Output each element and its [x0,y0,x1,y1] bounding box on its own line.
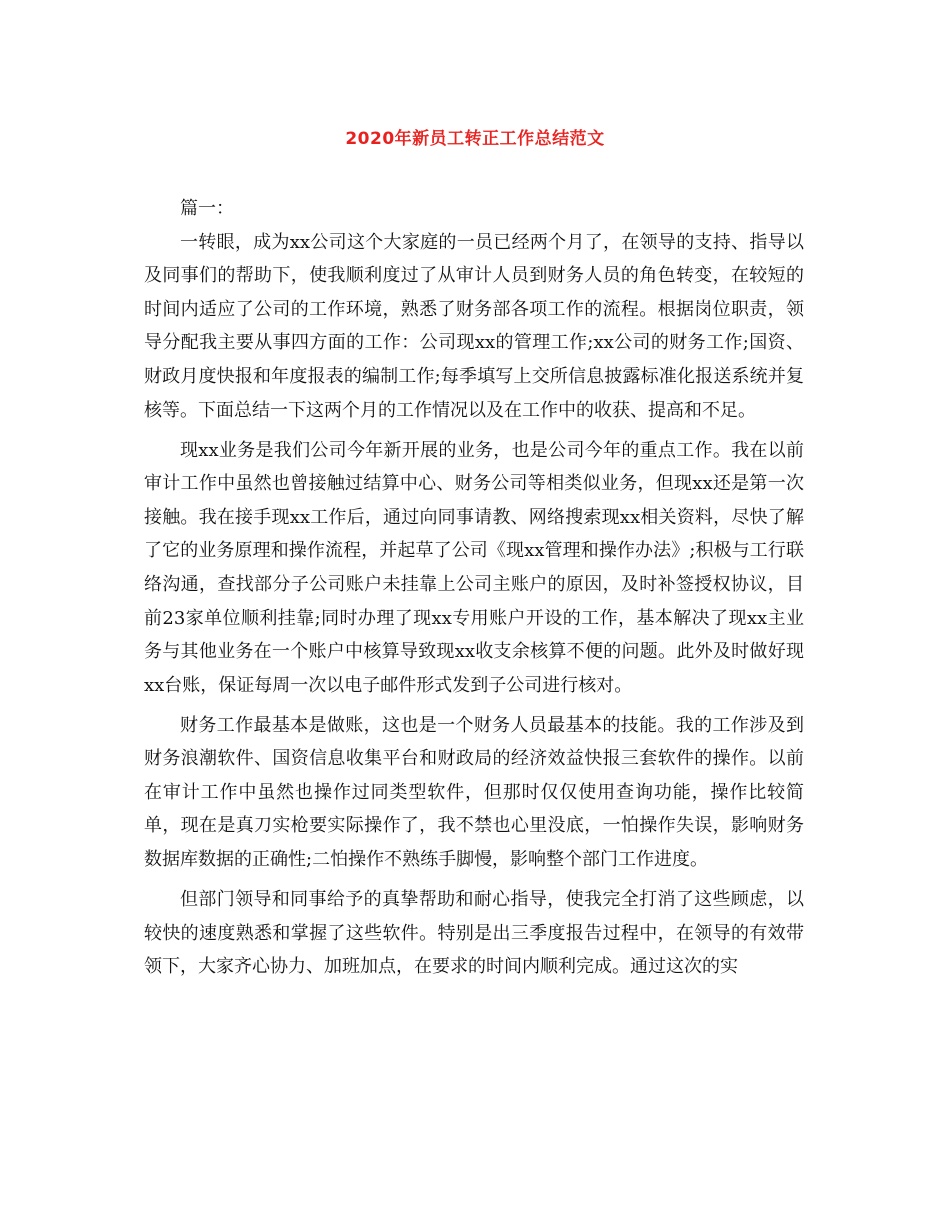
document-body [144,192,804,990]
paragraph-3: 财务工作最基本是做账，这也是一个财务人员最基本的技能。我的工作涉及到财务浪潮软件、国资信息收集平台和财政局的经济效益快报三套软件的操作。以前在审计工作中虽然也操作过同类型软件，但那时仅仅使用查询功能，操作比较简单，现在是真刀实枪要实际操作了，我不禁也心里没底，一怕操作失误，影响财务数据库数据的正确性;二怕操作不熟练手脚慢，影响整个部门工作进度。 [144,714,804,871]
paragraph-4: 但部门领导和同事给予的真挚帮助和耐心指导，使我完全打消了这些顾虑，以较快的速度熟悉和掌握了这些软件。特别是出三季度报告过程中，在领导的有效带领下，大家齐心协力、加班加点，在要求的时间内顺利完成。通过这次的实 [144,889,804,978]
paragraph-2: 现xx业务是我们公司今年新开展的业务，也是公司今年的重点工作。我在以前审计工作中虽然也曾接触过结算中心、财务公司等相类似业务，但现xx还是第一次接触。我在接手现xx工作后，通过向同事请教、网络搜索现xx相关资料，尽快了解了它的业务原理和操作流程，并起草了公司《现xx管理和操作办法》;积极与工行联络沟通，查找部分子公司账户未挂靠上公司主账户的原因，及时补签授权协议，目前23家单位顺利挂靠;同时办理了现xx专用账户开设的工作，基本解决了现xx主业务与其他业务在一个账户中核算导致现xx收支余核算不便的问题。此外及时做好现xx台账，保证每周一次以电子邮件形式发到子公司进行核对。 [144,439,804,696]
section-label: 篇一： [180,198,234,219]
paragraph-1: 一转眼，成为xx公司这个大家庭的一员已经两个月了，在领导的支持、指导以及同事们的帮助下，使我顺利度过了从审计人员到财务人员的角色转变，在较短的时间内适应了公司的工作环境，熟悉了财务部各项工作的流程。根据岗位职责，领导分配我主要从事四方面的工作：公司现xx的管理工作;xx公司的财务工作;国资、财政月度快报和年度报表的编制工作;每季填写上交所信息披露标准化报送系统并复核等。下面总结一下这两个月的工作情况以及在工作中的收获、提高和不足。 [144,231,804,421]
document-title: 2020年新员工转正工作总结范文 [345,129,605,149]
